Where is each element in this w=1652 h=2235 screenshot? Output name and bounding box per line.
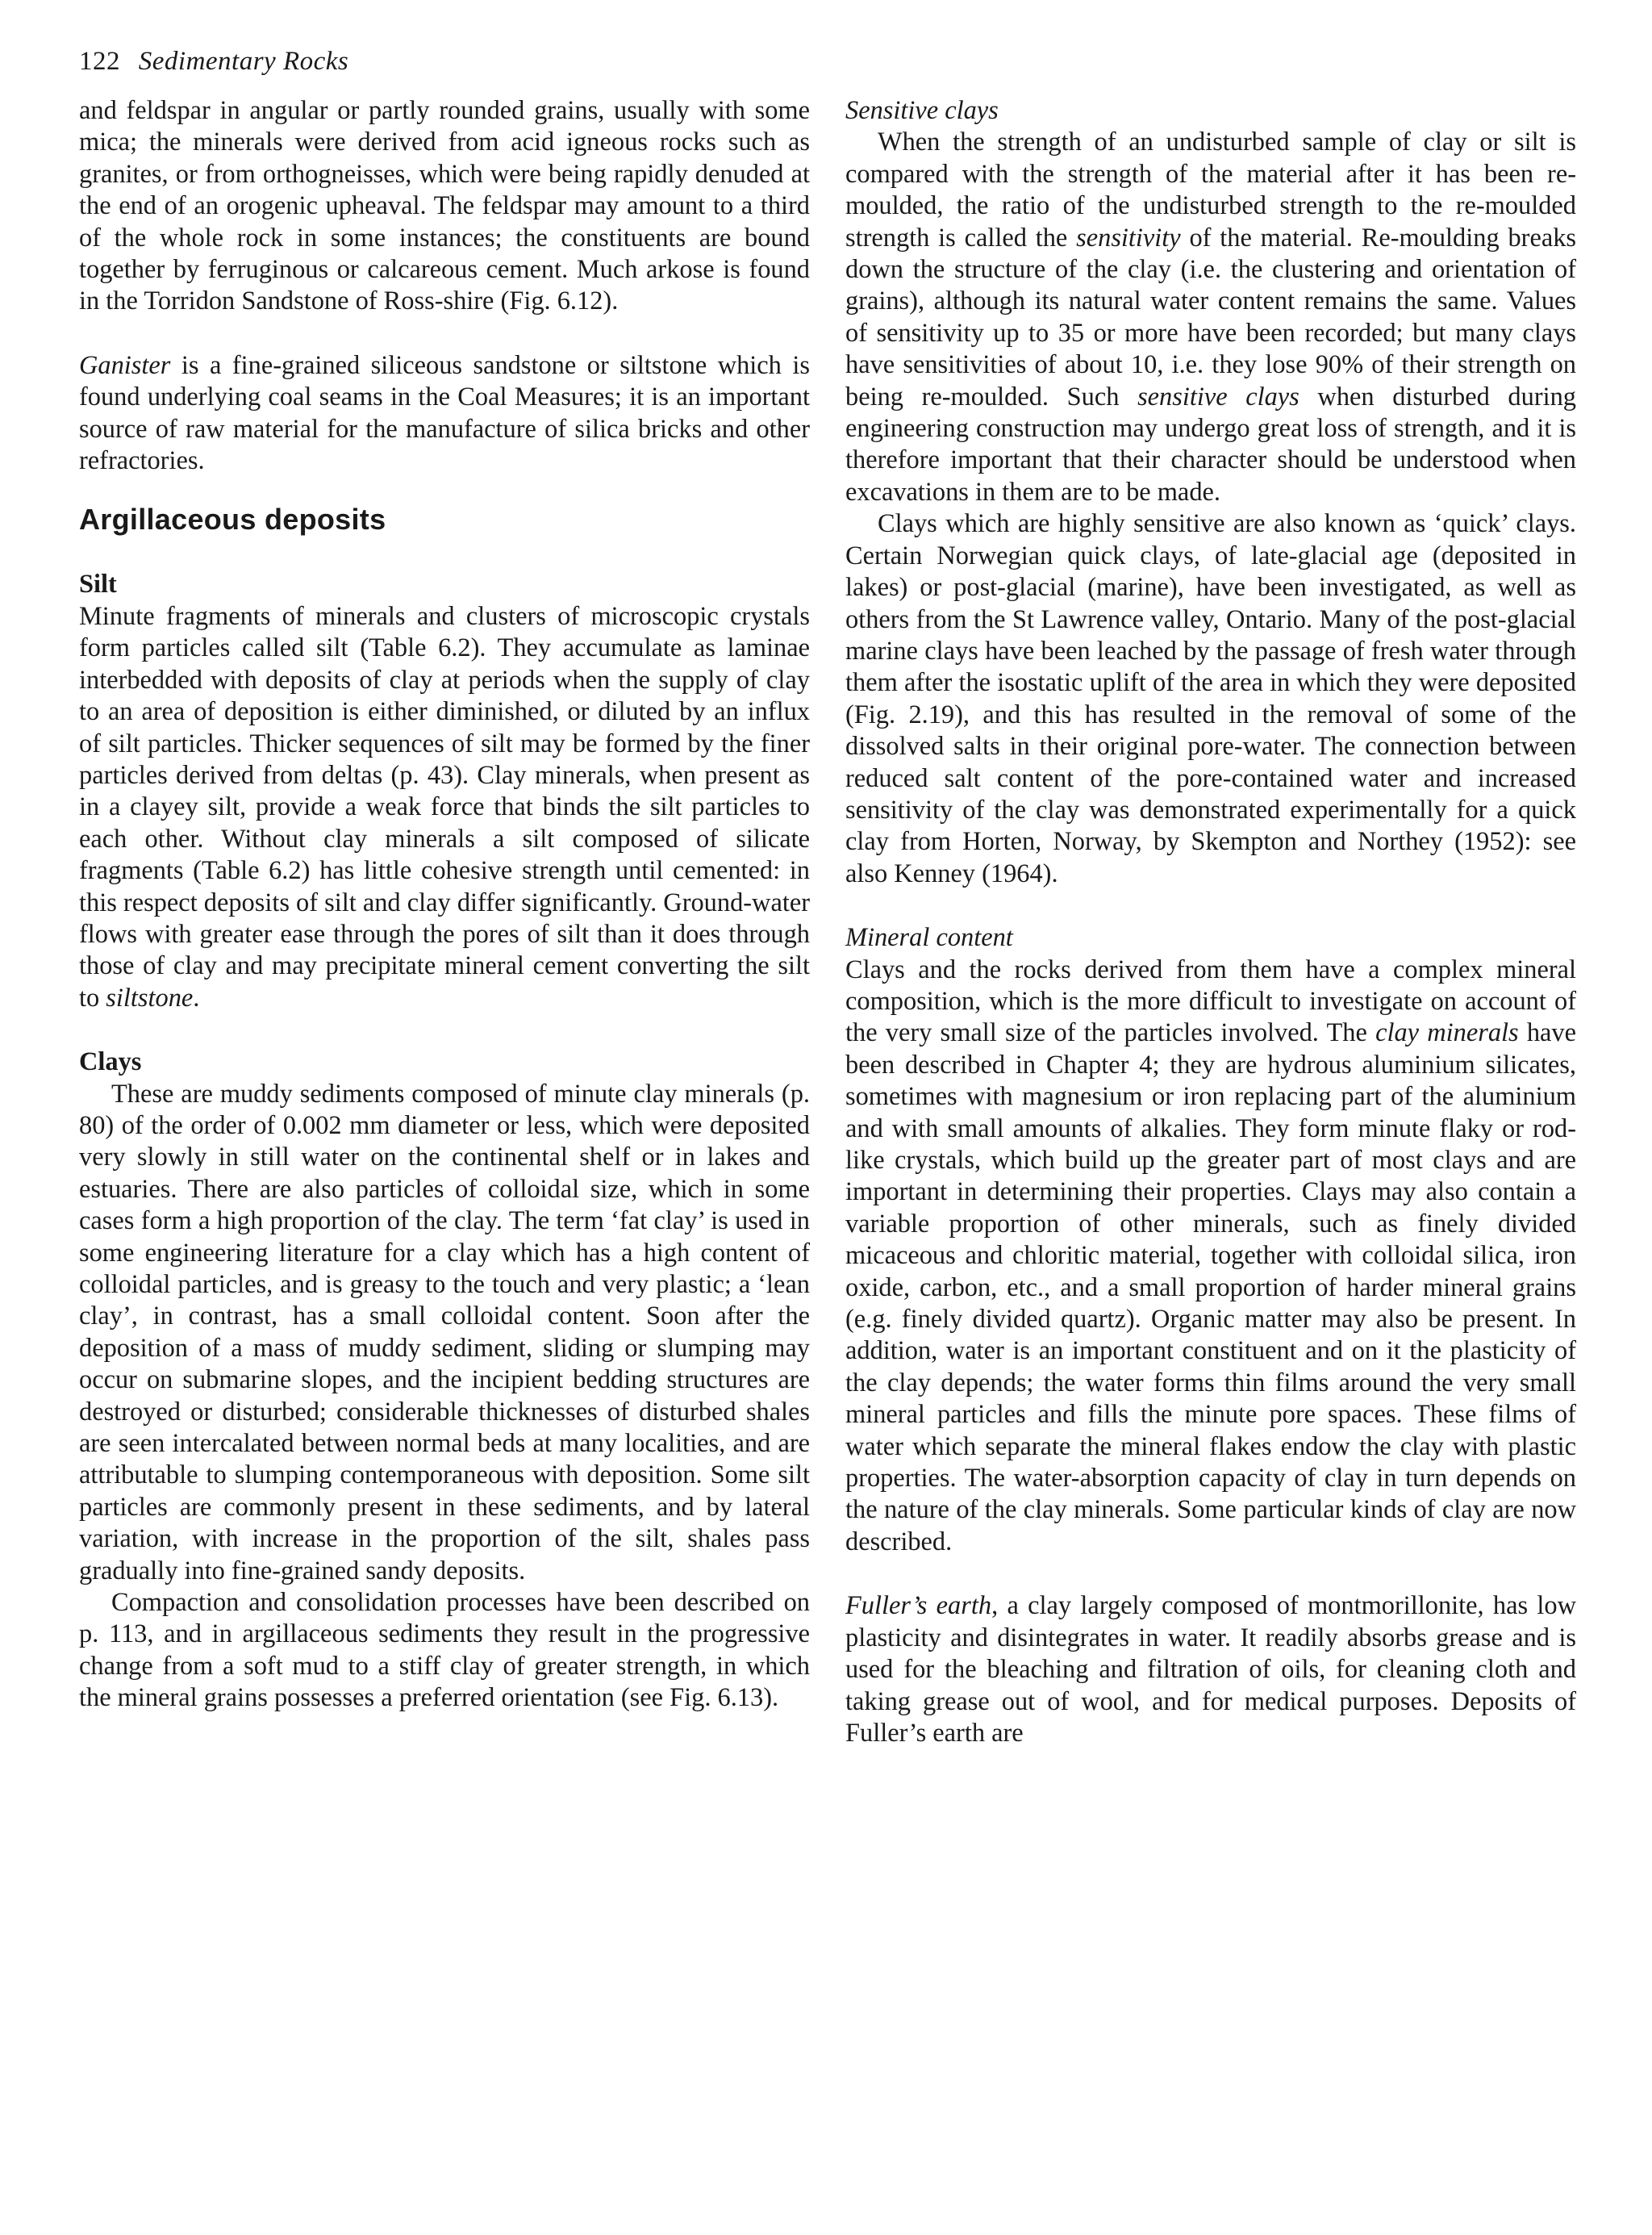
subheading-mineral-content: Mineral content	[845, 923, 1013, 953]
running-header	[79, 47, 348, 77]
right-column	[845, 95, 1576, 1749]
sensitive-text-b: of the material. Re-moulding breaks down the structure of the clay (i.e. the clustering and orientation of grains), although its natural water content remains the same. Values of sensitivity up to 35 or more have been recorded; but many clays have sensitivities of about 10, i.e. they lose 90% of their strength on being re-moulded. Such	[845, 223, 1577, 411]
section-heading-argillaceous: Argillaceous deposits	[79, 503, 386, 537]
sensitive-paragraph-1	[845, 127, 1576, 508]
sensitive-text-c: when disturbed during engineering construction may undergo great loss of strength, and it is therefore important that their character should be understood when excavations in them are to be made.	[845, 382, 1576, 507]
sensitive-text-a: When the strength of an undisturbed sample of clay or silt is compared with the strength of the material after it has been re-moulded, the ratio of the undisturbed strength to the re-moulded strength is called the	[845, 127, 1576, 253]
ganister-paragraph	[79, 350, 810, 478]
mineral-paragraph	[845, 955, 1576, 1559]
left-column	[79, 95, 810, 1715]
silt-text-end: .	[193, 983, 200, 1013]
siltstone-term: siltstone	[106, 983, 194, 1013]
silt-paragraph	[79, 601, 810, 1014]
running-title: Sedimentary Rocks	[138, 47, 349, 76]
sensitive-clays-term: sensitive clays	[1137, 382, 1299, 411]
subheading-silt: Silt	[79, 570, 117, 599]
page-number: 122	[79, 47, 120, 76]
clays-paragraph-1: These are muddy sediments composed of minute clay minerals (p. 80) of the order of 0.002 mm diameter or less, which were deposited very slowly in still water on the continental shelf or in lakes and estuaries. There are also particles of colloidal size, which in some cases form a high proportion of the clay. The term ‘fat clay’ is used in some engineering literature for a clay which has a high content of colloidal particles, and is greasy to the touch and very plastic; a ‘lean clay’, in contrast, has a small colloidal content. Soon after the deposition of a mass of muddy sediment, sliding or slumping may occur on submarine slopes, and the incipient bedding structures are destroyed or disturbed; considerable thicknesses of disturbed shales are seen intercalated between normal beds at many localities, and are attributable to slumping contemporaneous with deposition. Some silt particles are commonly present in these sediments, and by lateral variation, with increase in the proportion of the silt, shales pass gradually into fine-grained sandy deposits.	[79, 1079, 810, 1585]
sensitive-paragraph-2: Clays which are highly sensitive are also known as ‘quick’ clays. Certain Norwegian quick clays, of late-glacial age (deposited in lakes) or post-glacial (marine), have been investigated, as well as others from the St Lawrence valley, Ontario. Many of the post-glacial marine clays have been leached by the passage of fresh water through them after the isostatic uplift of the area in which they were deposited (Fig. 2.19), and this has resulted in the removal of some of the dissolved salts in their original pore-water. The connection between reduced salt content of the pore-contained water and increased sensitivity of the clay was demonstrated experimentally for a quick clay from Horten, Norway, by Skempton and Northey (1952): see also Kenney (1964).	[845, 509, 1576, 888]
subheading-sensitive-clays: Sensitive clays	[845, 96, 999, 125]
fullers-earth-paragraph	[845, 1590, 1576, 1749]
fullers-earth-text: , a clay largely composed of montmorillonite, has low plasticity and disintegrates in water. It readily absorbs grease and is used for the bleaching and filtration of oils, for cleaning cloth and taking grease out of wool, and for medical purposes. Deposits of Fuller’s earth are	[845, 1591, 1576, 1748]
subheading-clays: Clays	[79, 1047, 142, 1077]
sensitivity-term: sensitivity	[1076, 223, 1181, 253]
clays-paragraph-2: Compaction and consolidation processes have been described on p. 113, and in argillaceous sediments they result in the progressive change from a soft mud to a stiff clay of greater strength, in which the mineral grains possesses a preferred orientation (see Fig. 6.13).	[79, 1588, 810, 1713]
silt-text: Minute fragments of minerals and clusters of microscopic crystals form particles called silt (Table 6.2). They accumulate as laminae interbedded with deposits of clay at periods when the supply of clay to an area of deposition is either diminished, or diluted by an influx of silt particles. Thicker sequences of silt may be formed by the finer particles derived from deltas (p. 43). Clay minerals, when present as in a clayey silt, provide a weak force that binds the silt particles to each other. Without clay minerals a silt composed of silicate fragments (Table 6.2) has little cohesive strength until cemented: in this respect deposits of silt and clay differ significantly. Ground-water flows with greater ease through the pores of silt than it does through those of clay and may precipitate mineral cement converting the silt to	[79, 601, 810, 1013]
clay-minerals-term: clay minerals	[1375, 1018, 1519, 1048]
arkose-paragraph: and feldspar in angular or partly rounded grains, usually with some mica; the minerals were derived from acid igneous rocks such as granites, or from orthogneisses, which were being rapidly denuded at the end of an orogenic upheaval. The feldspar may amount to a third of the whole rock in some instances; the constituents are bound together by ferruginous or calcareous cement. Much arkose is found in the Torridon Sandstone of Ross-shire (Fig. 6.12).	[79, 96, 810, 316]
mineral-text-a: Clays and the rocks derived from them have a complex mineral composition, which is the more difficult to investigate on account of the very small size of the particles involved. The	[845, 955, 1576, 1048]
fullers-earth-term: Fuller’s earth	[845, 1591, 992, 1621]
mineral-text-b: have been described in Chapter 4; they are hydrous aluminium silicates, sometimes with magnesium or iron replacing part of the aluminium and with small amounts of alkalies. They form minute flaky or rod-like crystals, which build up the greater part of most clays and are important in determining their properties. Clays may also contain a variable proportion of other minerals, such as finely divided micaceous and chloritic material, together with colloidal silica, iron oxide, carbon, etc., and a small proportion of harder mineral grains (e.g. finely divided quartz). Organic matter may also be present. In addition, water is an important constituent and on it the plasticity of the clay depends; the water forms thin films around the very small mineral particles and fills the minute pore spaces. These films of water which separate the mineral flakes endow the clay with plastic properties. The water-absorption capacity of clay in turn depends on the nature of the clay minerals. Some particular kinds of clay are now described.	[845, 1018, 1576, 1556]
ganister-term: Ganister	[79, 350, 171, 380]
ganister-text: is a fine-grained siliceous sandstone or siltstone which is found underlying coal seams in the Coal Measures; it is an important source of raw material for the manufacture of silica bricks and other refractories.	[79, 350, 810, 476]
